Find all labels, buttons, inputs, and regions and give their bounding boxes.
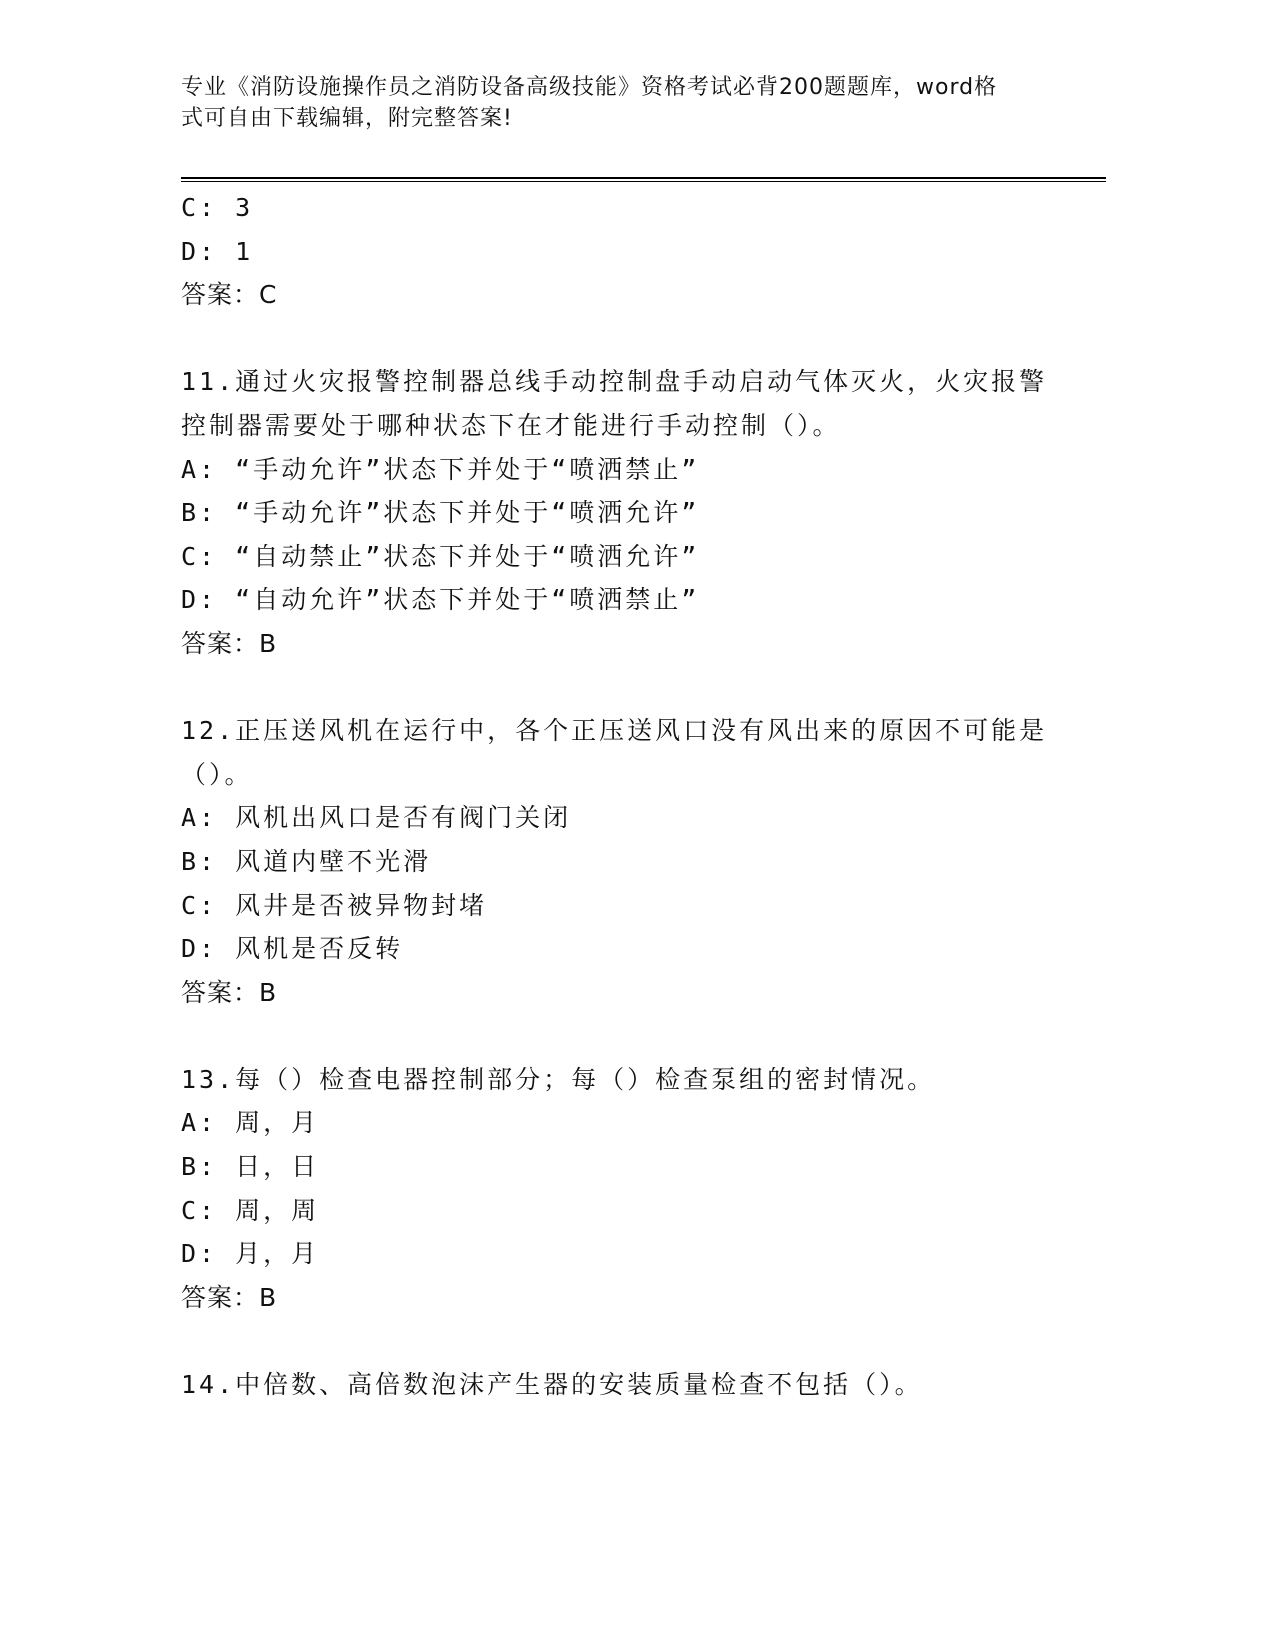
option-b: B: 风道内壁不光滑 xyxy=(181,846,432,876)
question-stem: 13.每（）检查电器控制部分；每（）检查泵组的密封情况。 xyxy=(181,1064,936,1094)
option-d: D: 风机是否反转 xyxy=(181,934,404,964)
option-d: D: “自动允许”状态下并处于“喷洒禁止” xyxy=(181,585,700,615)
answer-text: 答案：C xyxy=(181,280,278,310)
header-divider-thin xyxy=(181,181,1106,182)
spacer xyxy=(181,317,1061,361)
question-stem: 11.通过火灾报警控制器总线手动控制盘手动启动气体灭火，火灾报警 xyxy=(181,367,1048,397)
question-stem: 14.中倍数、高倍数泡沫产生器的安装质量检查不包括（）。 xyxy=(181,1370,923,1400)
answer-text: 答案：B xyxy=(181,628,278,658)
header-title-line-2: 式可自由下载编辑，附完整答案! xyxy=(181,106,513,131)
header-divider-thick xyxy=(181,177,1106,179)
option-a: A: 风机出风口是否有阀门关闭 xyxy=(181,803,572,833)
option-c: C: 风井是否被异物封堵 xyxy=(181,890,488,920)
answer-text: 答案：B xyxy=(181,977,278,1007)
option-d: D: 1 xyxy=(181,236,254,266)
spacer xyxy=(181,1014,1061,1058)
spacer xyxy=(181,666,1061,710)
question-stem: 12.正压送风机在运行中，各个正压送风口没有风出来的原因不可能是 xyxy=(181,716,1048,746)
question-11 xyxy=(181,360,1061,665)
answer-text: 答案：B xyxy=(181,1282,278,1312)
question-14 xyxy=(181,1363,1061,1407)
question-13 xyxy=(181,1058,1061,1320)
question-stem-continued: （）。 xyxy=(181,759,253,789)
option-d: D: 月，月 xyxy=(181,1239,320,1269)
option-b: B: 日，日 xyxy=(181,1152,320,1182)
option-b: B: “手动允许”状态下并处于“喷洒允许” xyxy=(181,498,700,528)
option-a: A: “手动允许”状态下并处于“喷洒禁止” xyxy=(181,454,700,484)
question-10-tail xyxy=(181,186,1061,317)
question-stem-continued: 控制器需要处于哪种状态下在才能进行手动控制（）。 xyxy=(181,410,841,440)
option-a: A: 周，月 xyxy=(181,1108,320,1138)
spacer xyxy=(181,1319,1061,1363)
document-header xyxy=(181,72,1061,134)
option-c: C: 3 xyxy=(181,193,254,222)
option-c: C: “自动禁止”状态下并处于“喷洒允许” xyxy=(181,541,700,571)
header-title-line-1: 专业《消防设施操作员之消防设备高级技能》资格考试必背200题题库，word格 xyxy=(181,75,998,100)
question-12 xyxy=(181,709,1061,1014)
option-c: C: 周，周 xyxy=(181,1195,320,1225)
question-list xyxy=(181,186,1061,1407)
